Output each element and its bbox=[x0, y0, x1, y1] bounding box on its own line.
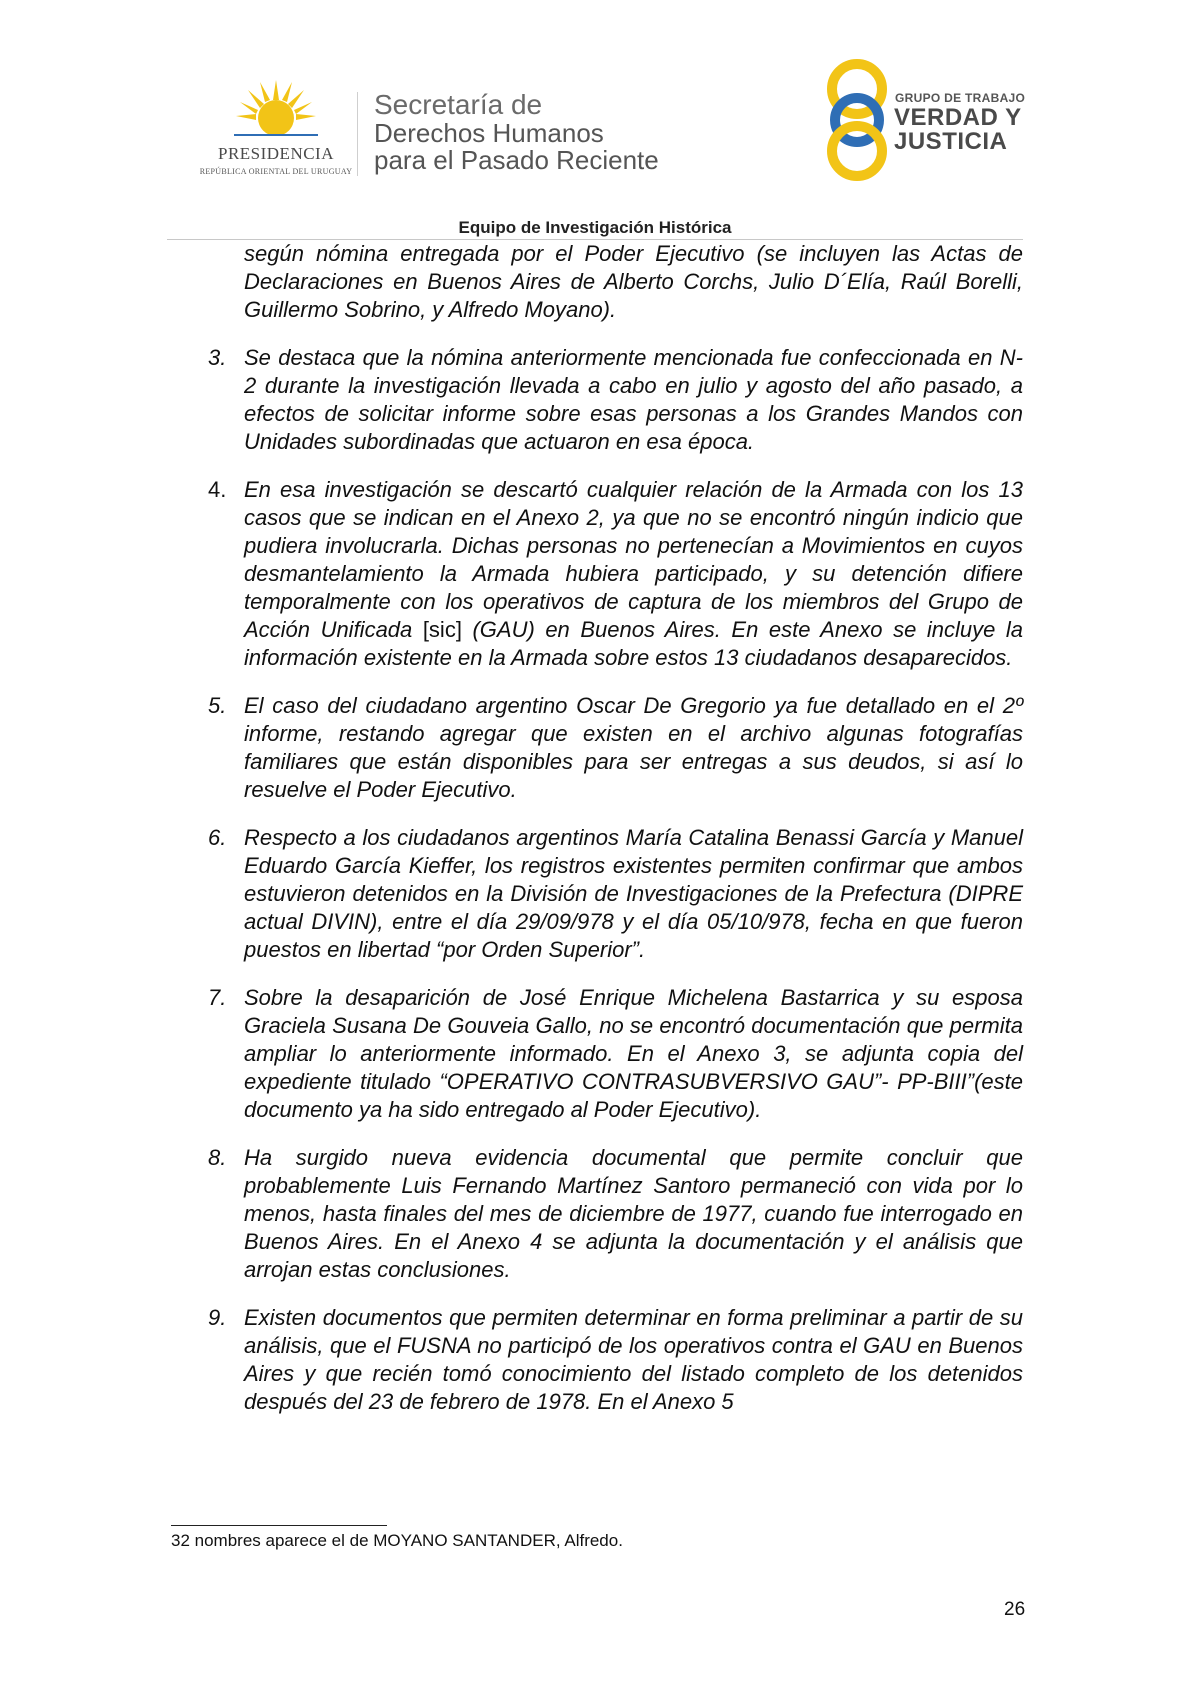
paragraph-text: El caso del ciudadano argentino Oscar De Gregorio ya fue detallado en el 2º informe, restando agregar que existen en el archivo algunas fotografías familiares que están disponibles para ser entregas a sus deudos, si así lo resuelve el Poder Ejecutivo. bbox=[244, 693, 1023, 802]
sic-marker: [sic] bbox=[422, 617, 462, 642]
paragraph-continuation bbox=[208, 240, 1023, 324]
list-number: 7. bbox=[208, 985, 227, 1010]
list-item bbox=[208, 692, 1023, 804]
header-team-title: Equipo de Investigación Histórica bbox=[458, 218, 732, 237]
rings-icon bbox=[820, 56, 894, 182]
paragraph-text: Respecto a los ciudadanos argentinos María Catalina Benassi García y Manuel Eduardo García Kieffer, los registros existentes permiten confirmar que ambos estuvieron detenidos en la División de Investigaciones de la Prefectura (DIPRE actual DIVIN), entre el día 29/09/978 y el día 05/10/978, fecha en que fueron puestos en libertad “por Orden Superior”. bbox=[244, 825, 1023, 962]
list-item bbox=[208, 984, 1023, 1124]
gtvj-title-line-2: JUSTICIA bbox=[894, 128, 1008, 155]
sun-icon bbox=[234, 78, 318, 144]
paragraph-text: (GAU) en Buenos Aires. En este Anexo se incluye la información existente en la Armada sobre estos 13 ciudadanos desaparecidos. bbox=[244, 617, 1023, 670]
secretaria-line-1: Secretaría de bbox=[374, 89, 543, 120]
header-divider bbox=[357, 92, 358, 176]
list-item bbox=[208, 1144, 1023, 1284]
list-number: 4. bbox=[208, 477, 227, 502]
paragraph-text: Se destaca que la nómina anteriormente mencionada fue confeccionada en N-2 durante la investigación llevada a cabo en julio y agosto del año pasado, a efectos de solicitar informe sobre esas personas a los Grandes Mandos con Unidades subordinadas que actuaron en esa época. bbox=[244, 345, 1023, 454]
page-number: 26 bbox=[1004, 1599, 1026, 1620]
paragraph-text: En esa investigación se descartó cualquier relación de la Armada con los 13 casos que se indican en el Anexo 2, ya que no se encontró ningún indicio que pudiera involucrarla. Dichas personas no pertenecían a Movimientos en cuyos desmantelamiento la Armada hubiera participado, y su detención difiere temporalmente con los operativos de captura de los miembros del Grupo de Acción Unificada bbox=[244, 477, 1023, 642]
footnote: 32 nombres aparece el de MOYANO SANTANDER, Alfredo. bbox=[171, 1531, 623, 1550]
list-item bbox=[208, 344, 1023, 456]
list-item bbox=[208, 824, 1023, 964]
document-body bbox=[208, 240, 1023, 1436]
paragraph-text: según nómina entregada por el Poder Ejecutivo (se incluyen las Actas de Declaraciones en Buenos Aires de Alberto Corchs, Julio D´Elía, Raúl Borelli, Guillermo Sobrino, y Alfredo Moyano). bbox=[244, 241, 1023, 322]
presidencia-subtitle: REPÚBLICA ORIENTAL DEL URUGUAY bbox=[199, 167, 353, 176]
presidencia-name: PRESIDENCIA bbox=[217, 144, 334, 163]
secretaria-line-3: para el Pasado Reciente bbox=[374, 145, 659, 175]
paragraph-text: Existen documentos que permiten determinar en forma preliminar a partir de su análisis, que el FUSNA no participó de los operativos contra el GAU en Buenos Aires y que recién tomó conocimiento del listado completo de los detenidos después del 23 de febrero de 1978. En el Anexo 5 bbox=[244, 1305, 1023, 1414]
list-number: 5. bbox=[208, 693, 227, 718]
list-number: 6. bbox=[208, 825, 227, 850]
secretaria-line-2: Derechos Humanos bbox=[374, 118, 604, 148]
secretaria-title bbox=[374, 90, 659, 174]
paragraph-text: Ha surgido nueva evidencia documental que permite concluir que probablemente Luis Fernando Martínez Santoro permaneció con vida por lo menos, hasta finales del mes de diciembre de 1977, cuando fue interrogado en Buenos Aires. En el Anexo 4 se adjunta la documentación y el análisis que arrojan estas conclusiones. bbox=[244, 1145, 1023, 1282]
verdad-justicia-logo bbox=[820, 56, 1030, 182]
list-item bbox=[208, 1304, 1023, 1416]
list-number: 9. bbox=[208, 1305, 227, 1330]
gtvj-small-title: GRUPO DE TRABAJO bbox=[895, 91, 1026, 105]
footnote-rule bbox=[171, 1525, 387, 1526]
list-number: 8. bbox=[208, 1145, 227, 1170]
paragraph-text: Sobre la desaparición de José Enrique Michelena Bastarrica y su esposa Graciela Susana De Gouveia Gallo, no se encontró documentación que permita ampliar lo anteriormente informado. En el Anexo 3, se adjunta copia del expediente titulado “OPERATIVO CONTRASUBVERSIVO GAU”- PP-BIII”(este documento ya ha sido entregado al Poder Ejecutivo). bbox=[244, 985, 1023, 1122]
list-item bbox=[208, 476, 1023, 672]
list-number: 3. bbox=[208, 345, 227, 370]
gtvj-title-line-1: VERDAD Y bbox=[894, 104, 1022, 131]
presidencia-logo bbox=[196, 78, 356, 178]
